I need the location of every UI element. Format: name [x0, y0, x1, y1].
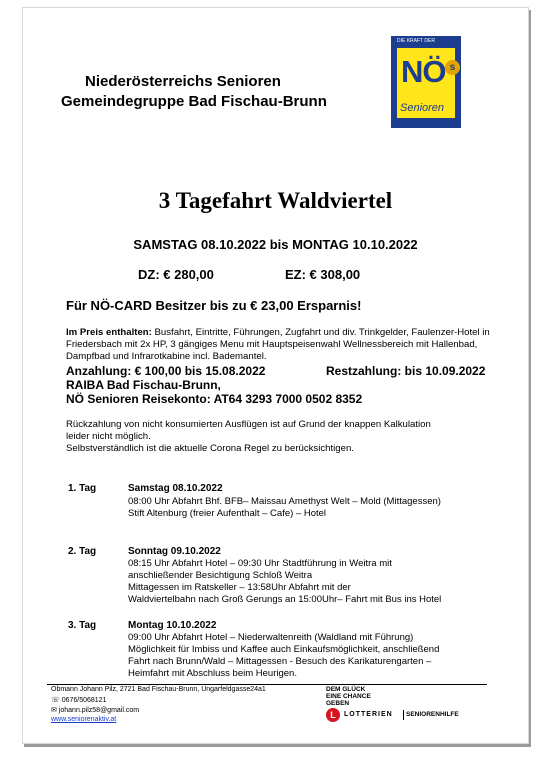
sponsor-slogan-line: GEBEN [326, 700, 350, 707]
lotterien-logo [326, 708, 474, 722]
note-line: leider nicht möglich. [66, 431, 151, 442]
price-single-room: EZ: € 308,00 [285, 267, 361, 282]
logo-tagline: DIE KRAFT DER [397, 38, 435, 44]
day-title: Montag 10.10.2022 [128, 620, 217, 631]
day-line: 08:00 Uhr Abfahrt Bhf. BFB– Maissau Amethyst Welt – Mold (Mittagessen) [128, 496, 441, 507]
price-double-room: DZ: € 280,00 [138, 267, 214, 282]
day-line: Fahrt nach Brunn/Wald – Mittagessen - Besuch des Karikaturengarten – [128, 656, 432, 667]
day-title: Samstag 08.10.2022 [128, 483, 223, 494]
logo-subtitle: Senioren [400, 102, 445, 114]
footer-divider [47, 684, 487, 685]
day-title: Sonntag 09.10.2022 [128, 546, 221, 557]
org-name: Niederösterreichs Senioren [85, 73, 281, 90]
footer-email: ✉ johann.pilz58@gmail.com [51, 707, 140, 714]
note-line: Rückzahlung von nicht konsumierten Ausflügen ist auf Grund der knappen Kalkulation [66, 419, 431, 430]
payment-balance: Restzahlung: bis 10.09.2022 [326, 364, 486, 378]
day-number: 3. Tag [68, 620, 97, 631]
payment-bank: RAIBA Bad Fischau-Brunn, [66, 378, 221, 392]
day-line: anschließender Besichtigung Schloß Weitra [128, 570, 313, 581]
sponsor-slogan-line: DEM GLÜCK [326, 686, 366, 693]
logo-main-text: NÖ [401, 54, 446, 89]
day-line: Waldviertelbahn nach Groß Gerungs an 15:00Uhr– Fahrt mit Bus ins Hotel [128, 594, 442, 605]
included-label: Im Preis enthalten: [66, 327, 152, 338]
lotterien-subtitle: SENIORENHILFE [406, 711, 459, 718]
logo-panel [397, 48, 455, 118]
day-line: 09:00 Uhr Abfahrt Hotel – Niederwaltenreith (Waldland mit Führung) [128, 632, 414, 643]
footer-contact: Obmann Johann Pilz, 2721 Bad Fischau-Brunn, Ungarfeldgasse24a1 [51, 686, 266, 693]
footer-phone: ☏ 0676/5068121 [51, 697, 107, 704]
sponsor-slogan-line: EINE CHANCE [326, 693, 371, 700]
day-line: 08:15 Uhr Abfahrt Hotel – 09:30 Uhr Stadtführung in Weitra mit [128, 558, 392, 569]
card-offer: Für NÖ-CARD Besitzer bis zu € 23,00 Ersparnis! [66, 298, 362, 313]
logo-badge: s [445, 60, 460, 75]
trip-title: 3 Tagefahrt Waldviertel [158, 188, 393, 213]
document-page [22, 7, 529, 744]
note-line: Selbstverständlich ist die aktuelle Corona Regel zu berücksichtigen. [66, 443, 354, 454]
day-line: Mittagessen im Ratskeller – 13:58Uhr Abfahrt mit der [128, 582, 351, 593]
no-senioren-logo [391, 36, 461, 128]
day-line: Stift Altenburg (freier Aufenthalt – Cafe) – Hotel [128, 508, 327, 519]
included-services [66, 327, 506, 363]
payment-deposit: Anzahlung: € 100,00 bis 15.08.2022 [66, 364, 266, 378]
day-line: Möglichkeit für Imbiss und Kaffee auch Einkaufsmöglichkeit, anschließend [128, 644, 440, 655]
day-number: 1. Tag [68, 483, 97, 494]
lotterien-mark-icon: L [326, 708, 340, 722]
sponsor-slogan [326, 686, 371, 707]
lotterien-divider [403, 710, 404, 720]
trip-dates: SAMSTAG 08.10.2022 bis MONTAG 10.10.2022 [133, 237, 418, 252]
day-line: Heimfahrt mit Abschluss beim Heurigen. [128, 668, 297, 679]
included-text: Busfahrt, Eintritte, Führungen, Zugfahrt und div. Trinkgelder, Faulenzer-Hotel in Friedersbach mit 2x HP, 3 gängiges Menu mit Hauptspeisenwahl Wellnessbereich mit Hallenbad, Dampfbad und Infrarotkabine incl. Bademantel. [66, 327, 490, 362]
day-number: 2. Tag [68, 546, 97, 557]
org-group: Gemeindegruppe Bad Fischau-Brunn [61, 93, 327, 110]
lotterien-wordmark: LOTTERIEN [344, 711, 393, 718]
payment-account: NÖ Senioren Reisekonto: AT64 3293 7000 0502 8352 [66, 392, 363, 406]
footer-website-link[interactable]: www.seniorenaktiv.at [51, 716, 117, 723]
